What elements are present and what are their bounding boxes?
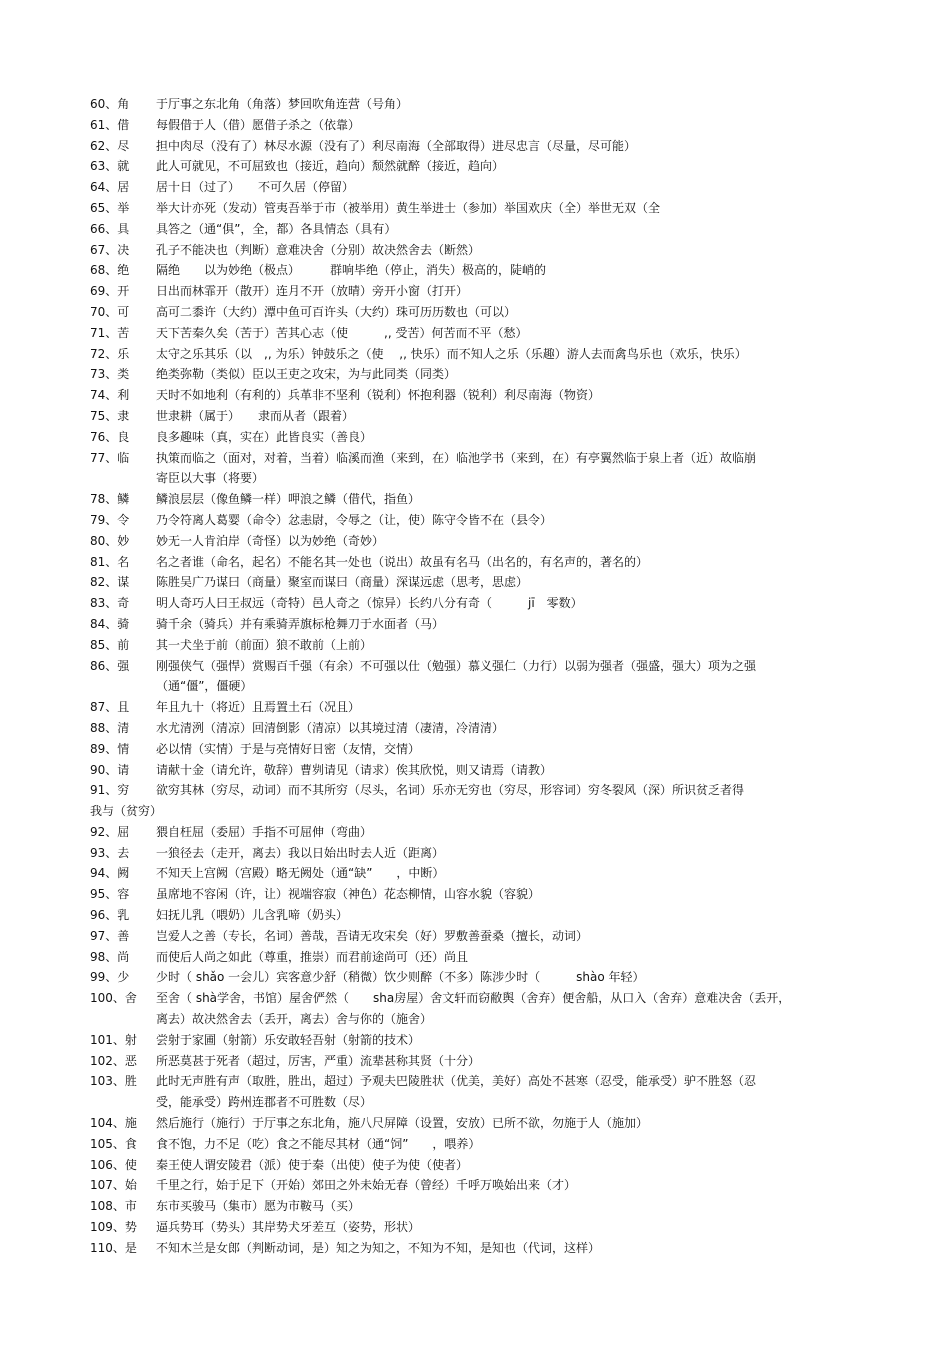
- entry-row: [90, 281, 825, 302]
- entry-text: 隔绝 以为妙绝（极点） 群响毕绝（停止，消失）极高的，陡峭的: [156, 263, 547, 278]
- entry-number: 101、射: [90, 1032, 137, 1047]
- entry-row: [90, 323, 825, 344]
- entry-row: [90, 510, 825, 531]
- entry-text: 此时无声胜有声（取胜，胜出，超过）予观夫巴陵胜状（优美，美好）高处不甚寒（忍受，能承受）驴不胜怒（忍: [156, 1074, 757, 1089]
- entry-text: 良多趣味（真，实在）此皆良实（善良）: [156, 429, 373, 444]
- entry-number: 102、恶: [90, 1053, 137, 1068]
- entry-number: 60、角: [90, 97, 130, 111]
- entry-number: 83、奇: [90, 596, 130, 611]
- entry-number: 108、市: [90, 1199, 137, 1214]
- entry-row: [90, 863, 825, 884]
- entry-row: [90, 1051, 825, 1072]
- entry-text: 孔子不能决也（判断）意难决舍（分别）故决然舍去（断然）: [156, 242, 481, 257]
- entry-text: 陈胜吴广乃谋曰（商量）聚室而谋曰（商量）深谋远虑（思考，思虑）: [156, 575, 529, 590]
- entry-text: 欲穷其林（穷尽，动词）而不其所穷（尽头，名词）乐亦无穷也（穷尽，形容词）穷冬裂风（深）所识贫乏者得: [156, 783, 745, 798]
- entry-row: [90, 198, 825, 219]
- entry-row: [90, 156, 825, 177]
- entry-row: [90, 364, 825, 385]
- entry-text: 不知天上宫阙（宫殿）略无阙处（通“缺” ，中断）: [156, 866, 445, 881]
- entry-number: 69、开: [90, 284, 130, 299]
- entry-number: 64、居: [90, 180, 130, 195]
- entry-text: 猥自枉屈（委屈）手指不可屈伸（弯曲）: [156, 824, 373, 839]
- entry-text: 虽席地不容闲（许，让）视端容寂（神色）花态柳情，山容水貌（容貌）: [156, 887, 541, 902]
- entry-number: 76、良: [90, 429, 130, 444]
- entry-text: 此人可就见，不可屈致也（接近，趋向）颓然就醉（接近，趋向）: [156, 159, 505, 174]
- entry-row: [90, 739, 825, 760]
- entry-text: 少时（ shǎo 一会儿）宾客意少舒（稍微）饮少则醉（不多）陈涉少时（ shào 年轻）: [156, 970, 645, 985]
- entry-number: 79、令: [90, 512, 130, 527]
- entry-number: 93、去: [90, 845, 130, 860]
- entry-number: 84、骑: [90, 616, 130, 631]
- entry-number: 106、使: [90, 1157, 137, 1172]
- entry-row: [90, 697, 825, 718]
- entry-row: [90, 967, 825, 988]
- entry-number: 103、胜: [90, 1074, 137, 1089]
- entry-row: [90, 1030, 825, 1051]
- entry-number: 89、情: [90, 741, 130, 756]
- entry-number: 62、尽: [90, 138, 130, 153]
- entry-text: 具答之（通“俱”，全，都）各具情态（具有）: [156, 221, 397, 236]
- entry-text: 世隶耕（属于） 隶而从者（跟着）: [156, 408, 355, 423]
- entry-text: 乃令符离人葛婴（命令）忿恚尉，令辱之（让，使）陈守令皆不在（县令）: [156, 512, 553, 527]
- entry-text: 居十日（过了） 不可久居（停留）: [156, 180, 355, 195]
- entry-text: 于厅事之东北角（角落）梦回吹角连营（号角）: [156, 97, 409, 111]
- entry-text: 每假借于人（借）愿借子杀之（依靠）: [156, 117, 361, 132]
- entry-number: 71、苦: [90, 325, 130, 340]
- entry-row: [90, 344, 825, 365]
- entry-number: 66、具: [90, 221, 130, 236]
- entry-text: 绝类弥勒（类似）臣以王吏之攻宋，为与此同类（同类）: [156, 367, 457, 382]
- entry-number: 73、类: [90, 367, 130, 382]
- entry-number: 68、绝: [90, 263, 130, 278]
- entry-text: 其一犬坐于前（前面）狼不敢前（上前）: [156, 637, 373, 652]
- entry-text: 而使后人尚之如此（尊重，推崇）而君前途尚可（还）尚且: [156, 949, 469, 964]
- entry-number: 78、鳞: [90, 492, 130, 507]
- entry-row: [90, 1134, 825, 1155]
- entry-row: [90, 1217, 825, 1238]
- entry-number: 82、谋: [90, 575, 130, 590]
- entry-row: [90, 905, 825, 926]
- entry-number: 91、穷: [90, 783, 130, 798]
- entry-row: [90, 635, 825, 656]
- entry-number: 87、且: [90, 700, 130, 715]
- entry-row: [90, 593, 825, 614]
- entry-number: 88、清: [90, 720, 130, 735]
- entry-text: 担中肉尽（没有了）林尽水源（没有了）利尽南海（全部取得）进尽忠言（尽量，尽可能）: [156, 138, 637, 153]
- entry-text: 年且九十（将近）且焉置土石（况且）: [156, 700, 361, 715]
- entry-number: 94、阙: [90, 866, 130, 881]
- entry-number: 74、利: [90, 388, 130, 403]
- entry-row: [90, 552, 825, 573]
- entry-text: 妙无一人肯泊岸（奇怪）以为妙绝（奇妙）: [156, 533, 385, 548]
- entry-number: 61、借: [90, 117, 130, 132]
- entry-number: 107、始: [90, 1178, 137, 1193]
- entry-text: 高可二黍许（大约）潭中鱼可百许头（大约）珠可历历数也（可以）: [156, 304, 517, 319]
- entry-row: [90, 656, 825, 698]
- entry-text: 必以情（实情）于是与亮情好日密（友情，交情）: [156, 741, 421, 756]
- entry-text: 至舍（ shà学舍，书馆）屋舍俨然（ sha房屋）舍文轩而窃敝舆（舍弃）便舍船，从口入（舍弃）意难决舍（丢开，: [156, 991, 791, 1006]
- entry-number: 98、尚: [90, 949, 130, 964]
- entry-text: 然后施行（施行）于厅事之东北角，施八尺屏障（设置，安放）已所不欲，勿施于人（施加）: [156, 1116, 649, 1131]
- entry-text: 名之者谁（命名，起名）不能名其一处也（说出）故虽有名马（出名的，有名声的，著名的）: [156, 554, 649, 569]
- entry-row: [90, 572, 825, 593]
- entry-text: 妇抚儿乳（喂奶）儿含乳啼（奶头）: [156, 908, 349, 923]
- entry-text: 明人奇巧人曰王叔远（奇特）邑人奇之（惊异）长约八分有奇（ jī 零数）: [156, 596, 583, 611]
- entry-row: [90, 1155, 825, 1176]
- entry-number: 65、举: [90, 200, 130, 215]
- entry-row: [90, 1196, 825, 1217]
- entry-number: 81、名: [90, 554, 130, 569]
- entry-number: 86、强: [90, 658, 130, 673]
- entry-continuation: 寄臣以大事（将要）: [156, 471, 265, 486]
- entry-text: 不知木兰是女郎（判断动词，是）知之为知之，不知为不知，是知也（代词，这样）: [156, 1240, 601, 1255]
- entry-number: 90、请: [90, 762, 130, 777]
- entry-number: 77、临: [90, 450, 130, 465]
- entry-number: 96、乳: [90, 908, 130, 923]
- entry-text: 食不饱，力不足（吃）食之不能尽其材（通“饲” ，喂养）: [156, 1136, 481, 1151]
- entry-text: 请献十金（请允许，敬辞）曹刿请见（请求）俟其欣悦，则又请焉（请教）: [156, 762, 553, 777]
- entry-number: 72、乐: [90, 346, 130, 361]
- entry-text: 千里之行，始于足下（开始）郊田之外未始无春（曾经）千呼万唤始出来（才）: [156, 1178, 577, 1193]
- entry-text: 举大计亦死（发动）管夷吾举于市（被举用）黄生举进士（参加）举国欢庆（全）举世无双（全: [156, 200, 661, 215]
- entry-number: 63、就: [90, 159, 130, 174]
- entry-number: 75、隶: [90, 408, 130, 423]
- entry-number: 85、前: [90, 637, 130, 652]
- entry-text: 刚强侠气（强悍）赏赐百千强（有余）不可强以仕（勉强）慕义强仁（力行）以弱为强者（强盛，强大）项为之强: [156, 658, 757, 673]
- entry-text: 岂爱人之善（专长，名词）善哉，吾请无攻宋矣（好）罗敷善蚕桑（擅长，动词）: [156, 928, 589, 943]
- entry-row: [90, 822, 825, 843]
- entry-text: 秦王使人谓安陵君（派）使于秦（出使）使子为使（使者）: [156, 1157, 469, 1172]
- entry-row: [90, 988, 825, 1030]
- vocabulary-list: [90, 94, 825, 1259]
- entry-text: 尝射于家圃（射箭）乐安敢轻吾射（射箭的技术）: [156, 1032, 421, 1047]
- entry-number: 110、是: [90, 1240, 137, 1255]
- entry-text: 日出而林霏开（散开）连月不开（放晴）旁开小窗（打开）: [156, 284, 469, 299]
- entry-text: 逼兵势耳（势头）其岸势犬牙差互（姿势，形状）: [156, 1220, 421, 1235]
- entry-row: [90, 219, 825, 240]
- entry-text: 天下苦秦久矣（苦于）苦其心志（使 ,, 受苦）何苦而不平（愁）: [156, 325, 528, 340]
- entry-row: [90, 1071, 825, 1113]
- entry-text: 执策而临之（面对，对着，当着）临溪而渔（来到，在）临池学书（来到，在）有亭翼然临于泉上者（近）故临崩: [156, 450, 757, 465]
- entry-number: 104、施: [90, 1116, 137, 1131]
- entry-row: [90, 489, 825, 510]
- entry-number: 97、善: [90, 928, 130, 943]
- entry-number: 80、妙: [90, 533, 130, 548]
- entry-row: [90, 427, 825, 448]
- entry-number: 92、屈: [90, 824, 130, 839]
- entry-row: [90, 843, 825, 864]
- entry-row: [90, 385, 825, 406]
- entry-row: [90, 260, 825, 281]
- entry-text: 一狼径去（走开，离去）我以日始出时去人近（距离）: [156, 845, 445, 860]
- entry-continuation: 我与（贫穷）: [90, 804, 163, 819]
- entry-row: [90, 926, 825, 947]
- entry-row: [90, 115, 825, 136]
- entry-row: [90, 177, 825, 198]
- entry-row: [90, 448, 825, 490]
- entry-continuation: 受，能承受）跨州连郡者不可胜数（尽）: [156, 1095, 373, 1110]
- entry-number: 105、食: [90, 1136, 137, 1151]
- entry-number: 99、少: [90, 970, 130, 985]
- entry-text: 太守之乐其乐（以 ,, 为乐）钟鼓乐之（使 ,, 快乐）而不知人之乐（乐趣）游人去而禽鸟乐也（欢乐，快乐）: [156, 346, 747, 361]
- entry-number: 95、容: [90, 887, 130, 902]
- entry-row: [90, 531, 825, 552]
- entry-row: [90, 614, 825, 635]
- entry-row: [90, 718, 825, 739]
- entry-text: 骑千余（骑兵）并有乘骑弄旗标枪舞刀于水面者（马）: [156, 616, 445, 631]
- entry-text: 天时不如地利（有利的）兵革非不坚利（锐利）怀抱利器（锐利）利尽南海（物资）: [156, 388, 601, 403]
- entry-number: 100、舍: [90, 991, 137, 1006]
- entry-text: 所恶莫甚于死者（超过，厉害，严重）流辈甚称其贤（十分）: [156, 1053, 481, 1068]
- entry-number: 109、势: [90, 1220, 137, 1235]
- entry-continuation: 离去）故决然舍去（丢开，离去）舍与你的（施舍）: [156, 1012, 433, 1027]
- entry-row: [90, 947, 825, 968]
- entry-row: [90, 780, 825, 822]
- entry-row: [90, 406, 825, 427]
- entry-row: [90, 1113, 825, 1134]
- entry-row: [90, 94, 825, 115]
- entry-text: 东市买骏马（集市）愿为市鞍马（买）: [156, 1199, 361, 1214]
- entry-row: [90, 760, 825, 781]
- entry-number: 67、决: [90, 242, 130, 257]
- entry-text: 水尤清洌（清凉）回清倒影（清凉）以其境过清（凄清，冷清清）: [156, 720, 505, 735]
- entry-text: 鳞浪层层（像鱼鳞一样）呷浪之鳞（借代，指鱼）: [156, 492, 421, 507]
- entry-continuation: （通“僵”，僵硬）: [156, 679, 253, 694]
- entry-row: [90, 884, 825, 905]
- entry-row: [90, 1175, 825, 1196]
- entry-row: [90, 1238, 825, 1259]
- entry-row: [90, 302, 825, 323]
- entry-row: [90, 136, 825, 157]
- entry-row: [90, 240, 825, 261]
- entry-number: 70、可: [90, 304, 130, 319]
